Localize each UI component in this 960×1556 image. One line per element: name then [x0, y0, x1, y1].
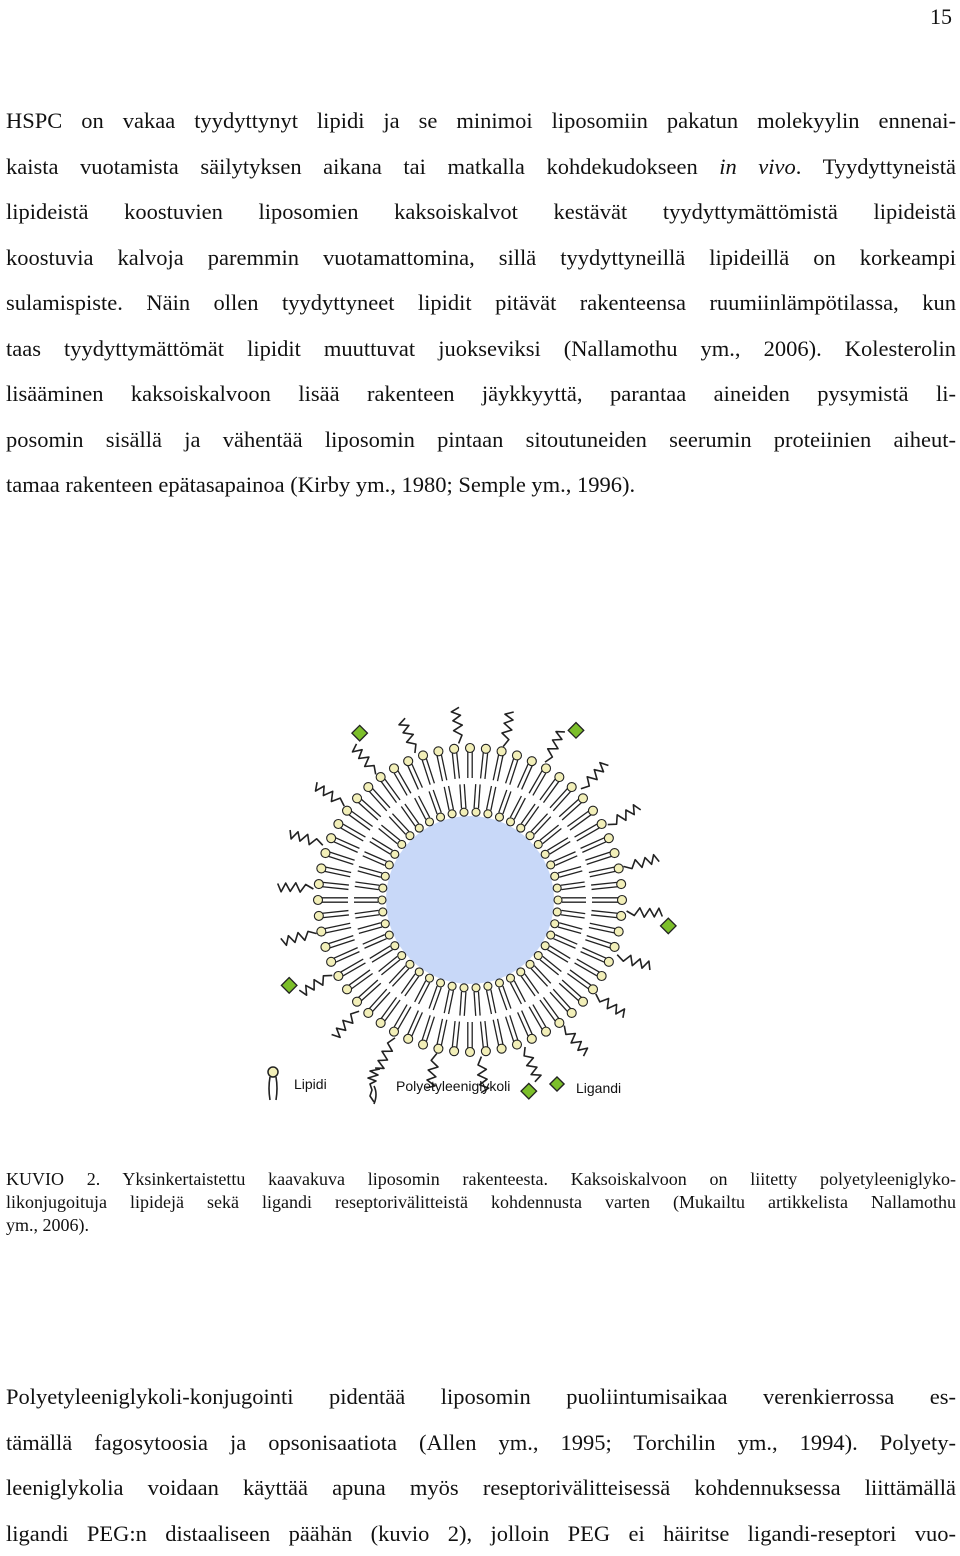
- lipid-tail: [554, 852, 576, 862]
- lipid-tail: [491, 787, 496, 810]
- legend-label-peg: Polyetyleeniglykoli: [396, 1078, 510, 1094]
- text-line: tamaa rakenteen epätasapainoa (Kirby ym., 1980; Semple ym., 1996).: [6, 462, 956, 508]
- lipid-tail: [408, 1011, 419, 1035]
- lipid-tail: [408, 766, 419, 790]
- lipid-head: [426, 818, 434, 826]
- aqueous-core: [386, 816, 554, 984]
- text-line: posomin sisällä ja vähentää liposomin pintaan sitoutuneiden seerumin proteiinien aiheut-: [6, 417, 956, 463]
- lipid-head: [555, 1018, 564, 1027]
- lipid-tail: [372, 838, 393, 850]
- lipid-tail: [325, 871, 350, 876]
- lipid-head: [614, 864, 623, 873]
- lipid-head: [554, 896, 562, 904]
- lipid-tail: [591, 882, 617, 885]
- lipid-tail: [336, 838, 360, 849]
- lipid-head: [527, 1034, 536, 1043]
- legend-item-peg: [362, 1066, 510, 1106]
- lipid-tail: [415, 798, 426, 819]
- lipid-head: [466, 744, 475, 753]
- lipid-head: [610, 849, 619, 858]
- lipid-head: [484, 982, 492, 990]
- lipid-tail: [323, 882, 349, 885]
- lipid-tail: [514, 981, 525, 1002]
- text-line: Polyetyleeniglykoli-konjugointi pidentää liposomin puoliintumisaikaa verenkierrossa es-: [6, 1374, 956, 1420]
- lipid-tail: [555, 935, 577, 945]
- lipid-tail: [498, 756, 503, 781]
- lipid-tail: [329, 856, 354, 864]
- lipid-head: [364, 1008, 373, 1017]
- lipid-head: [376, 1018, 385, 1027]
- lipid-tail: [522, 1011, 533, 1035]
- lipid-tail: [363, 935, 385, 945]
- lipid-tail: [412, 764, 423, 788]
- lipid-head: [553, 908, 561, 916]
- lipid-tail: [370, 946, 391, 958]
- lipid-head: [614, 927, 623, 936]
- peg-icon: [362, 1066, 388, 1106]
- body-paragraph-1: [6, 98, 956, 508]
- peg-chain: [545, 732, 565, 763]
- lipid-head: [448, 810, 456, 818]
- italic-term: in vivo: [719, 154, 796, 179]
- lipid-tail: [325, 923, 350, 928]
- lipid-tail: [412, 1012, 423, 1036]
- lipid-head: [506, 818, 514, 826]
- lipid-tail: [326, 867, 351, 872]
- lipid-tail: [323, 911, 349, 914]
- lipid-tail: [422, 1015, 430, 1040]
- lipid-head: [534, 840, 542, 848]
- lipid-tail: [478, 992, 480, 1016]
- lipid-head: [526, 960, 534, 968]
- lipid-tail: [460, 992, 462, 1016]
- lipid-tail: [433, 790, 441, 813]
- peg-chain: [608, 805, 641, 825]
- lipid-tail: [372, 950, 393, 962]
- lipid-head: [534, 952, 542, 960]
- lipid-head: [512, 751, 521, 760]
- lipid-head: [353, 794, 362, 803]
- peg-chain: [596, 994, 625, 1018]
- lipid-head: [419, 1040, 428, 1049]
- lipid-tail: [336, 952, 360, 963]
- lipid-tail: [585, 940, 610, 948]
- lipid-head: [481, 1047, 490, 1056]
- lipid-tail: [323, 915, 349, 918]
- body-paragraph-2: [6, 1374, 956, 1556]
- lipid-tail: [437, 1019, 442, 1044]
- lipid-head: [472, 984, 480, 992]
- lipid-tail: [561, 882, 585, 885]
- lipid-head: [321, 849, 330, 858]
- peg-chain: [451, 707, 462, 743]
- lipid-head: [517, 824, 525, 832]
- lipid-tail: [433, 987, 441, 1010]
- legend-item-lipid: [262, 1066, 327, 1102]
- peg-chain: [332, 1011, 360, 1037]
- lipid-tail: [518, 1012, 529, 1036]
- lipid-tail: [474, 784, 476, 808]
- lipid-tail: [355, 882, 379, 885]
- lipid-tail: [485, 1021, 488, 1047]
- lipid-tail: [334, 948, 358, 959]
- lipid-tail: [323, 887, 349, 890]
- lipid-head: [376, 773, 385, 782]
- lipid-head: [381, 872, 389, 880]
- page-number: 15: [930, 4, 952, 30]
- lipid-tail: [510, 983, 521, 1004]
- peg-chain: [278, 883, 314, 892]
- lipid-tail: [487, 991, 492, 1014]
- lipid-tail: [481, 753, 484, 779]
- lipid-tail: [449, 786, 454, 809]
- lipid-tail: [330, 940, 355, 948]
- lipid-head: [604, 834, 613, 843]
- lipid-head: [448, 982, 456, 990]
- lipid-head: [542, 764, 551, 773]
- lipid-tail: [426, 759, 434, 784]
- figure-legend: [262, 1064, 682, 1110]
- lipid-tail: [326, 928, 351, 933]
- peg-chain: [399, 718, 416, 753]
- lipid-head: [484, 810, 492, 818]
- ligand: [661, 918, 677, 934]
- ligand: [281, 978, 297, 994]
- lipid-head: [542, 1027, 551, 1036]
- lipid-tail: [589, 867, 614, 872]
- lipid-tail: [355, 915, 379, 918]
- lipid-tail: [441, 1020, 446, 1045]
- lipid-head: [551, 920, 559, 928]
- figure-caption: [6, 1168, 956, 1237]
- ligand: [352, 725, 368, 741]
- lipid-tail: [510, 1015, 518, 1040]
- lipid-head: [314, 880, 323, 889]
- lipid-tail: [550, 842, 571, 854]
- text-line: taas tyydyttymättömät lipidit muuttuvat juokseviksi (Nallamothu ym., 2006). Kolesterolin: [6, 326, 956, 372]
- lipid-head: [578, 794, 587, 803]
- lipid-head: [527, 757, 536, 766]
- text-line: kaista vuotamista säilytyksen aikana tai matkalla kohdekudokseen in vivo. Tyydyttyneistä: [6, 144, 956, 190]
- lipid-head: [321, 942, 330, 951]
- lipid-head: [588, 806, 597, 815]
- lipid-head: [497, 747, 506, 756]
- lipid-tail: [581, 838, 605, 849]
- lipid-tail: [415, 981, 426, 1002]
- lipid-tail: [474, 992, 476, 1016]
- text-line: ligandi PEG:n distaaliseen päähän (kuvio 2), jolloin PEG ei häiritse ligandi-reseptori vuo-: [6, 1511, 956, 1556]
- lipid-tail: [437, 756, 442, 781]
- lipid-tail: [499, 790, 507, 813]
- lipid-head: [343, 806, 352, 815]
- lipid-head: [434, 747, 443, 756]
- peg-chain: [617, 955, 650, 970]
- lipid-head: [597, 972, 606, 981]
- lipid-tail: [355, 910, 379, 913]
- lipid-tail: [429, 791, 437, 814]
- lipid-tail: [493, 755, 498, 780]
- ligand-icon: [548, 1075, 566, 1093]
- text-line: lipideistä koostuvien liposomien kaksoiskalvot kestävät tyydyttymättömistä lipideistä: [6, 189, 956, 235]
- lipid-head: [406, 832, 414, 840]
- lipid-tail: [329, 936, 354, 944]
- lipid-tail: [592, 911, 618, 914]
- lipid-tail: [487, 786, 492, 809]
- lipid-head: [597, 820, 606, 829]
- text-line: tämällä fagosytoosia ja opsonisaatiota (Allen ym., 1995; Torchilin ym., 1994). Polyety-: [6, 1420, 956, 1466]
- lipid-head: [391, 942, 399, 950]
- lipid-head: [512, 1040, 521, 1049]
- lipid-tail: [444, 990, 449, 1013]
- lipid-tail: [503, 791, 511, 814]
- lipid-head: [460, 808, 468, 816]
- lipid-tail: [419, 796, 430, 817]
- lipid-head: [541, 942, 549, 950]
- lipid-tail: [452, 753, 455, 779]
- lipid-head: [343, 985, 352, 994]
- lipid-head: [391, 850, 399, 858]
- lipid-tail: [506, 759, 514, 784]
- lipid-tail: [561, 910, 585, 913]
- lipid-tail: [522, 766, 533, 790]
- lipid-head: [390, 1027, 399, 1036]
- lipid-head: [317, 927, 326, 936]
- lipid-tail: [485, 753, 488, 779]
- peg-chain: [281, 931, 317, 945]
- lipid-head: [379, 908, 387, 916]
- lipid-head: [415, 968, 423, 976]
- lipid-head: [495, 813, 503, 821]
- lipid-head: [481, 744, 490, 753]
- lipid-tail: [481, 1022, 484, 1048]
- lipid-tail: [506, 1017, 514, 1042]
- lipid-tail: [330, 852, 355, 860]
- lipid-head: [604, 957, 613, 966]
- lipid-head: [450, 744, 459, 753]
- peg-chain: [353, 744, 376, 775]
- lipid-head: [381, 920, 389, 928]
- text-line: leeniglykolia voidaan käyttää apuna myös reseptorivälitteisessä kohdennuksessa liittämällä: [6, 1465, 956, 1511]
- lipid-tail: [449, 991, 454, 1014]
- lipid-tail: [514, 798, 525, 819]
- lipid-icon: [262, 1066, 284, 1102]
- lipid-tail: [554, 939, 576, 949]
- lipid-head: [327, 957, 336, 966]
- lipid-head: [460, 984, 468, 992]
- lipid-tail: [585, 852, 610, 860]
- legend-label-ligand: Ligandi: [576, 1080, 621, 1096]
- lipid-tail: [582, 948, 606, 959]
- lipid-tail: [363, 856, 385, 866]
- peg-chain: [502, 712, 514, 747]
- lipid-tail: [426, 1017, 434, 1042]
- lipid-head: [617, 911, 626, 920]
- lipid-head: [404, 757, 413, 766]
- lipid-head: [547, 861, 555, 869]
- lipid-head: [497, 1044, 506, 1053]
- lipid-tail: [429, 986, 437, 1009]
- lipid-tail: [518, 764, 529, 788]
- lipid-head: [617, 880, 626, 889]
- lipid-head: [553, 884, 561, 892]
- lipid-head: [419, 751, 428, 760]
- peg-chain: [627, 908, 663, 917]
- lipid-tail: [582, 842, 606, 853]
- lipid-head: [385, 931, 393, 939]
- lipid-tail: [419, 983, 430, 1004]
- lipid-head: [618, 896, 627, 905]
- lipid-head: [517, 968, 525, 976]
- lipid-head: [466, 1048, 475, 1057]
- lipid-head: [334, 972, 343, 981]
- legend-item-ligand: [548, 1072, 621, 1096]
- lipid-head: [555, 773, 564, 782]
- lipid-head: [526, 832, 534, 840]
- lipid-head: [390, 764, 399, 773]
- lipid-tail: [547, 950, 568, 962]
- lipid-tail: [355, 886, 379, 889]
- lipid-tail: [561, 886, 585, 889]
- peg-chain: [564, 1026, 587, 1057]
- peg-chain: [299, 975, 332, 995]
- lipid-tail: [550, 946, 571, 958]
- lipid-tail: [478, 784, 480, 808]
- lipid-head: [406, 960, 414, 968]
- text-line: sulamispiste. Näin ollen tyydyttyneet lipidit pitävät rakenteensa ruumiinlämpötilassa, kun: [6, 280, 956, 326]
- text-line: HSPC on vakaa tyydyttynyt lipidi ja se minimoi liposomiin pakatun molekyylin ennenai-: [6, 98, 956, 144]
- text-line: koostuvia kalvoja paremmin vuotamattomina, sillä tyydyttyneillä lipideillä on korkeampi: [6, 235, 956, 281]
- lipid-tail: [364, 852, 386, 862]
- lipid-tail: [422, 760, 430, 785]
- lipid-tail: [364, 939, 386, 949]
- caption-line: KUVIO 2. Yksinkertaistettu kaavakuva liposomin rakenteesta. Kaksoiskalvoon on liitetty polyetyleeniglyko-: [6, 1168, 956, 1191]
- lipid-head: [495, 979, 503, 987]
- lipid-head: [364, 783, 373, 792]
- lipid-head: [379, 884, 387, 892]
- lipid-head: [541, 850, 549, 858]
- lipid-tail: [581, 952, 605, 963]
- lipid-tail: [498, 1019, 503, 1044]
- lipid-tail: [592, 887, 618, 890]
- lipid-tail: [590, 871, 615, 876]
- lipid-head: [450, 1047, 459, 1056]
- lipid-head: [434, 1044, 443, 1053]
- lipid-tail: [457, 1022, 460, 1048]
- lipid-tail: [589, 928, 614, 933]
- lipid-head: [314, 896, 323, 905]
- lipid-tail: [452, 1021, 455, 1047]
- lipid-head: [551, 872, 559, 880]
- lipid-head: [415, 824, 423, 832]
- liposome-diagram: [250, 672, 690, 1112]
- peg-chain: [316, 782, 345, 806]
- lipid-head: [610, 942, 619, 951]
- lipid-head: [578, 997, 587, 1006]
- peg-chain: [623, 855, 659, 869]
- legend-label-lipid: Lipidi: [294, 1076, 327, 1092]
- lipid-tail: [464, 992, 466, 1016]
- lipid-tail: [510, 796, 521, 817]
- lipid-head: [472, 808, 480, 816]
- peg-chain: [290, 830, 323, 845]
- lipid-head: [378, 896, 386, 904]
- lipid-head: [547, 931, 555, 939]
- text-line: lisääminen kaksoiskalvoon lisää rakenteen jäykkyyttä, parantaa aineiden pysymistä li-: [6, 371, 956, 417]
- lipid-tail: [441, 755, 446, 780]
- lipid-tail: [547, 838, 568, 850]
- lipid-head: [334, 820, 343, 829]
- lipid-head: [398, 952, 406, 960]
- lipid-tail: [370, 842, 391, 854]
- lipid-tail: [464, 784, 466, 808]
- lipid-head: [327, 834, 336, 843]
- lipid-tail: [587, 936, 612, 944]
- lipid-tail: [460, 784, 462, 808]
- lipid-tail: [590, 923, 615, 928]
- lipid-tail: [444, 787, 449, 810]
- lipid-head: [567, 1008, 576, 1017]
- lipid-head: [437, 979, 445, 987]
- lipid-tail: [591, 915, 617, 918]
- lipid-head: [426, 974, 434, 982]
- caption-line: likonjugoituja lipidejä sekä ligandi reseptorivälitteistä kohdennusta varten (Mukailtu artikkelista Nallamothu: [6, 1191, 956, 1214]
- lipid-tail: [587, 856, 612, 864]
- lipid-head: [353, 997, 362, 1006]
- lipid-tail: [491, 990, 496, 1013]
- lipid-tail: [493, 1020, 498, 1045]
- lipid-tail: [499, 987, 507, 1010]
- lipid-head: [567, 783, 576, 792]
- lipid-head: [437, 813, 445, 821]
- lipid-head: [385, 861, 393, 869]
- ligand: [568, 723, 584, 739]
- lipid-head: [506, 974, 514, 982]
- lipid-tail: [457, 753, 460, 779]
- lipid-head: [404, 1034, 413, 1043]
- lipid-tail: [334, 842, 358, 853]
- caption-line: ym., 2006).: [6, 1214, 956, 1237]
- lipid-tail: [503, 986, 511, 1009]
- lipid-tail: [561, 915, 585, 918]
- lipid-head: [317, 864, 326, 873]
- lipid-tail: [555, 856, 577, 866]
- lipid-head: [588, 985, 597, 994]
- lipid-tail: [510, 760, 518, 785]
- lipid-head: [398, 840, 406, 848]
- lipid-head: [314, 911, 323, 920]
- peg-chain: [581, 763, 609, 789]
